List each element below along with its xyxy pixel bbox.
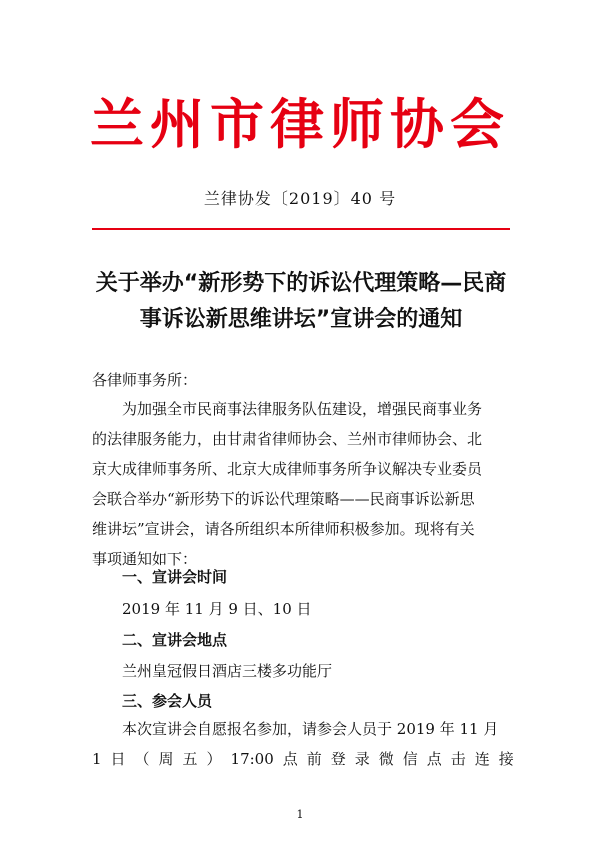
org-header-title: 兰州市律师协会 [90,92,510,156]
attendees-line-2-part: 信 [402,750,418,768]
attendees-paragraph [92,714,514,774]
attendees-line-2-part: 点 [282,750,298,768]
intro-paragraph [92,394,514,574]
header-red-rule [92,228,510,230]
attendees-line-1: 本次宣讲会自愿报名参加，请参会人员于 2019 年 11 月 [122,720,499,738]
intro-line: 事项通知如下： [92,550,198,568]
attendees-line-2-part: ） [206,750,222,768]
section-detail-time: 2019 年 11 月 9 日、10 日 [122,600,312,618]
intro-line: 的法律服务能力，由甘肃省律师协会、兰州市律师协会、北 [92,430,483,448]
notice-title [78,266,524,338]
section-heading-attendees: 三、参会人员 [122,692,213,710]
attendees-line-2-part: 日 [110,750,126,768]
attendees-line-2 [92,744,514,774]
attendees-line-2-part: 登 [330,750,346,768]
section-heading-venue: 二、宣讲会地点 [122,631,228,649]
page-number: 1 [296,808,304,821]
intro-line: 为加强全市民商事法律服务队伍建设，增强民商事业务 [122,400,483,418]
attendees-line-2-part: 17:00 [230,750,274,768]
attendees-line-2-part: （ [134,750,150,768]
salutation: 各律师事务所： [92,371,198,389]
intro-line: 维讲坛”宣讲会，请各所组织本所律师积极参加。现将有关 [92,520,475,538]
attendees-line-2-part: 连 [474,750,490,768]
document-number: 兰律协发〔2019〕40 号 [203,189,397,208]
attendees-line-2-part: 录 [354,750,370,768]
intro-line: 京大成律师事务所、北京大成律师事务所争议解决专业委员 [92,460,483,478]
intro-line: 会联合举办“新形势下的诉讼代理策略——民商事诉讼新思 [92,490,475,508]
notice-title-line-1: 关于举办“新形势下的诉讼代理策略—民商 [95,271,507,296]
attendees-line-2-part: 前 [306,750,322,768]
attendees-line-2-part: 接 [498,750,514,768]
attendees-line-2-part: 五 [182,750,198,768]
section-detail-venue: 兰州皇冠假日酒店三楼多功能厅 [122,662,333,680]
section-heading-time: 一、宣讲会时间 [122,568,228,586]
notice-title-line-2: 事诉讼新思维讲坛”宣讲会的通知 [139,307,463,332]
attendees-line-2-part: 击 [450,750,466,768]
attendees-line-2-part: 1 [92,750,102,768]
attendees-line-2-part: 点 [426,750,442,768]
attendees-line-2-part: 周 [158,750,174,768]
attendees-line-2-part: 微 [378,750,394,768]
